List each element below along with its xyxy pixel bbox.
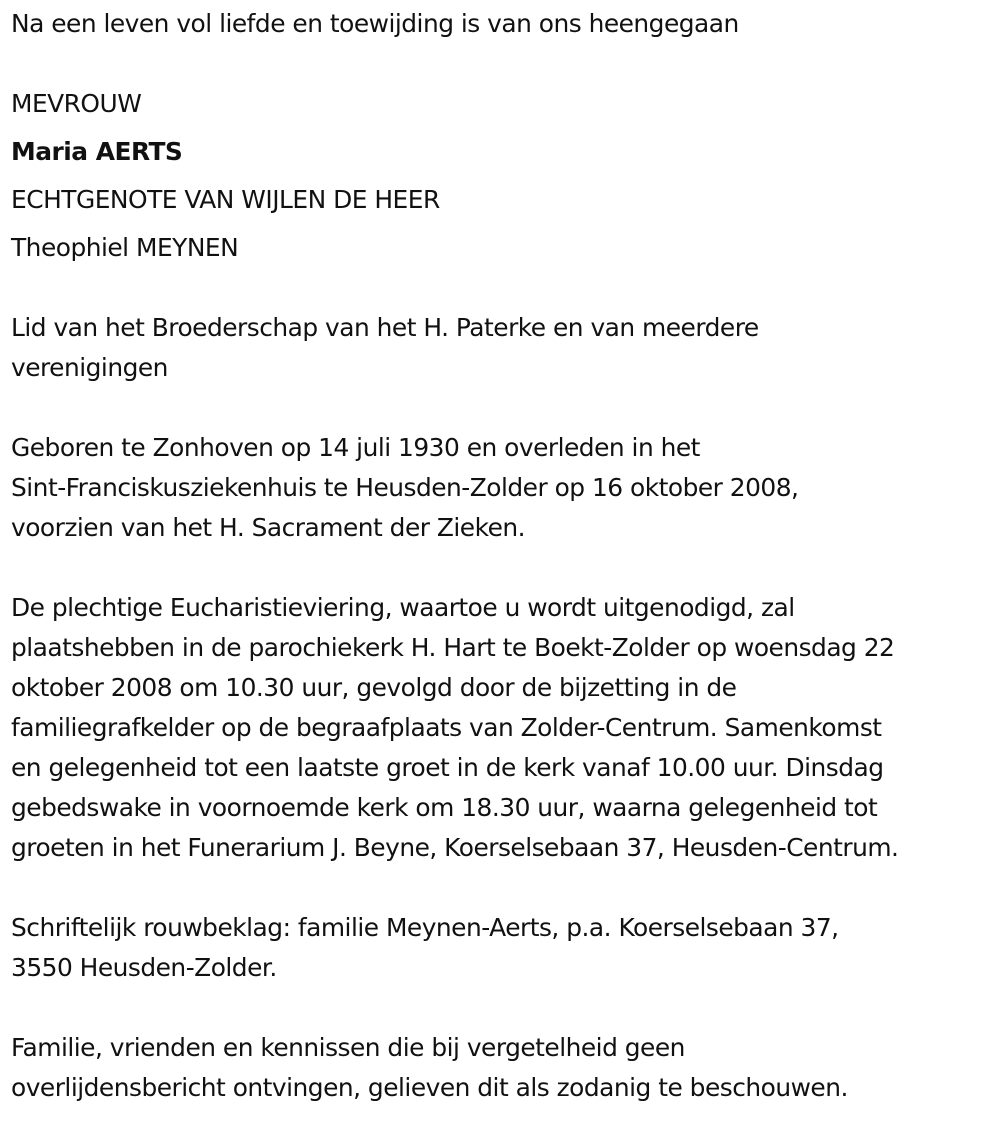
paragraph-line: overlijdensbericht ontvingen, gelieven dit als zodanig te beschouwen. xyxy=(11,1073,848,1102)
ceremony-paragraph xyxy=(11,588,996,868)
paragraph-line: familiegrafkelder op de begraafplaats van Zolder-Centrum. Samenkomst xyxy=(11,713,882,742)
paragraph-line: plaatshebben in de parochiekerk H. Hart te Boekt-Zolder op woensdag 22 xyxy=(11,633,895,662)
paragraph-line: De plechtige Eucharistieviering, waartoe u wordt uitgenodigd, zal xyxy=(11,593,795,622)
closing-paragraph xyxy=(11,1028,996,1108)
paragraph-line: oktober 2008 om 10.30 uur, gevolgd door de bijzetting in de xyxy=(11,673,737,702)
paragraph-line: groeten in het Funerarium J. Beyne, Koerselsebaan 37, Heusden-Centrum. xyxy=(11,833,899,862)
membership-paragraph xyxy=(11,308,996,388)
birth-death-paragraph xyxy=(11,428,996,548)
spacer xyxy=(11,548,996,588)
title-prefix: MEVROUW xyxy=(11,89,142,118)
intro-text: Na een leven vol liefde en toewijding is van ons heengegaan xyxy=(11,9,739,38)
paragraph-line: 3550 Heusden-Zolder. xyxy=(11,953,277,982)
spouse-name: Theophiel MEYNEN xyxy=(11,233,239,262)
spacer xyxy=(11,220,996,228)
condolences-paragraph xyxy=(11,908,996,988)
spacer xyxy=(11,268,996,308)
paragraph-line: Lid van het Broederschap van het H. Paterke en van meerdere xyxy=(11,313,759,342)
paragraph-line: en gelegenheid tot een laatste groet in de kerk vanaf 10.00 uur. Dinsdag xyxy=(11,753,884,782)
paragraph-line: verenigingen xyxy=(11,353,168,382)
paragraph-line: Sint-Franciskusziekenhuis te Heusden-Zolder op 16 oktober 2008, xyxy=(11,473,799,502)
paragraph-line: gebedswake in voornoemde kerk om 18.30 uur, waarna gelegenheid tot xyxy=(11,793,878,822)
paragraph-line: Schriftelijk rouwbeklag: familie Meynen-Aerts, p.a. Koerselsebaan 37, xyxy=(11,913,839,942)
death-notice xyxy=(11,4,996,1108)
spacer xyxy=(11,124,996,132)
spacer xyxy=(11,388,996,428)
spacer xyxy=(11,172,996,180)
spacer xyxy=(11,988,996,1028)
paragraph-line: Geboren te Zonhoven op 14 juli 1930 en overleden in het xyxy=(11,433,700,462)
paragraph-line: Familie, vrienden en kennissen die bij vergetelheid geen xyxy=(11,1033,685,1062)
spacer xyxy=(11,44,996,84)
spouse-relation: ECHTGENOTE VAN WIJLEN DE HEER xyxy=(11,185,440,214)
spacer xyxy=(11,868,996,908)
deceased-name: Maria AERTS xyxy=(11,137,183,166)
paragraph-line: voorzien van het H. Sacrament der Zieken. xyxy=(11,513,526,542)
